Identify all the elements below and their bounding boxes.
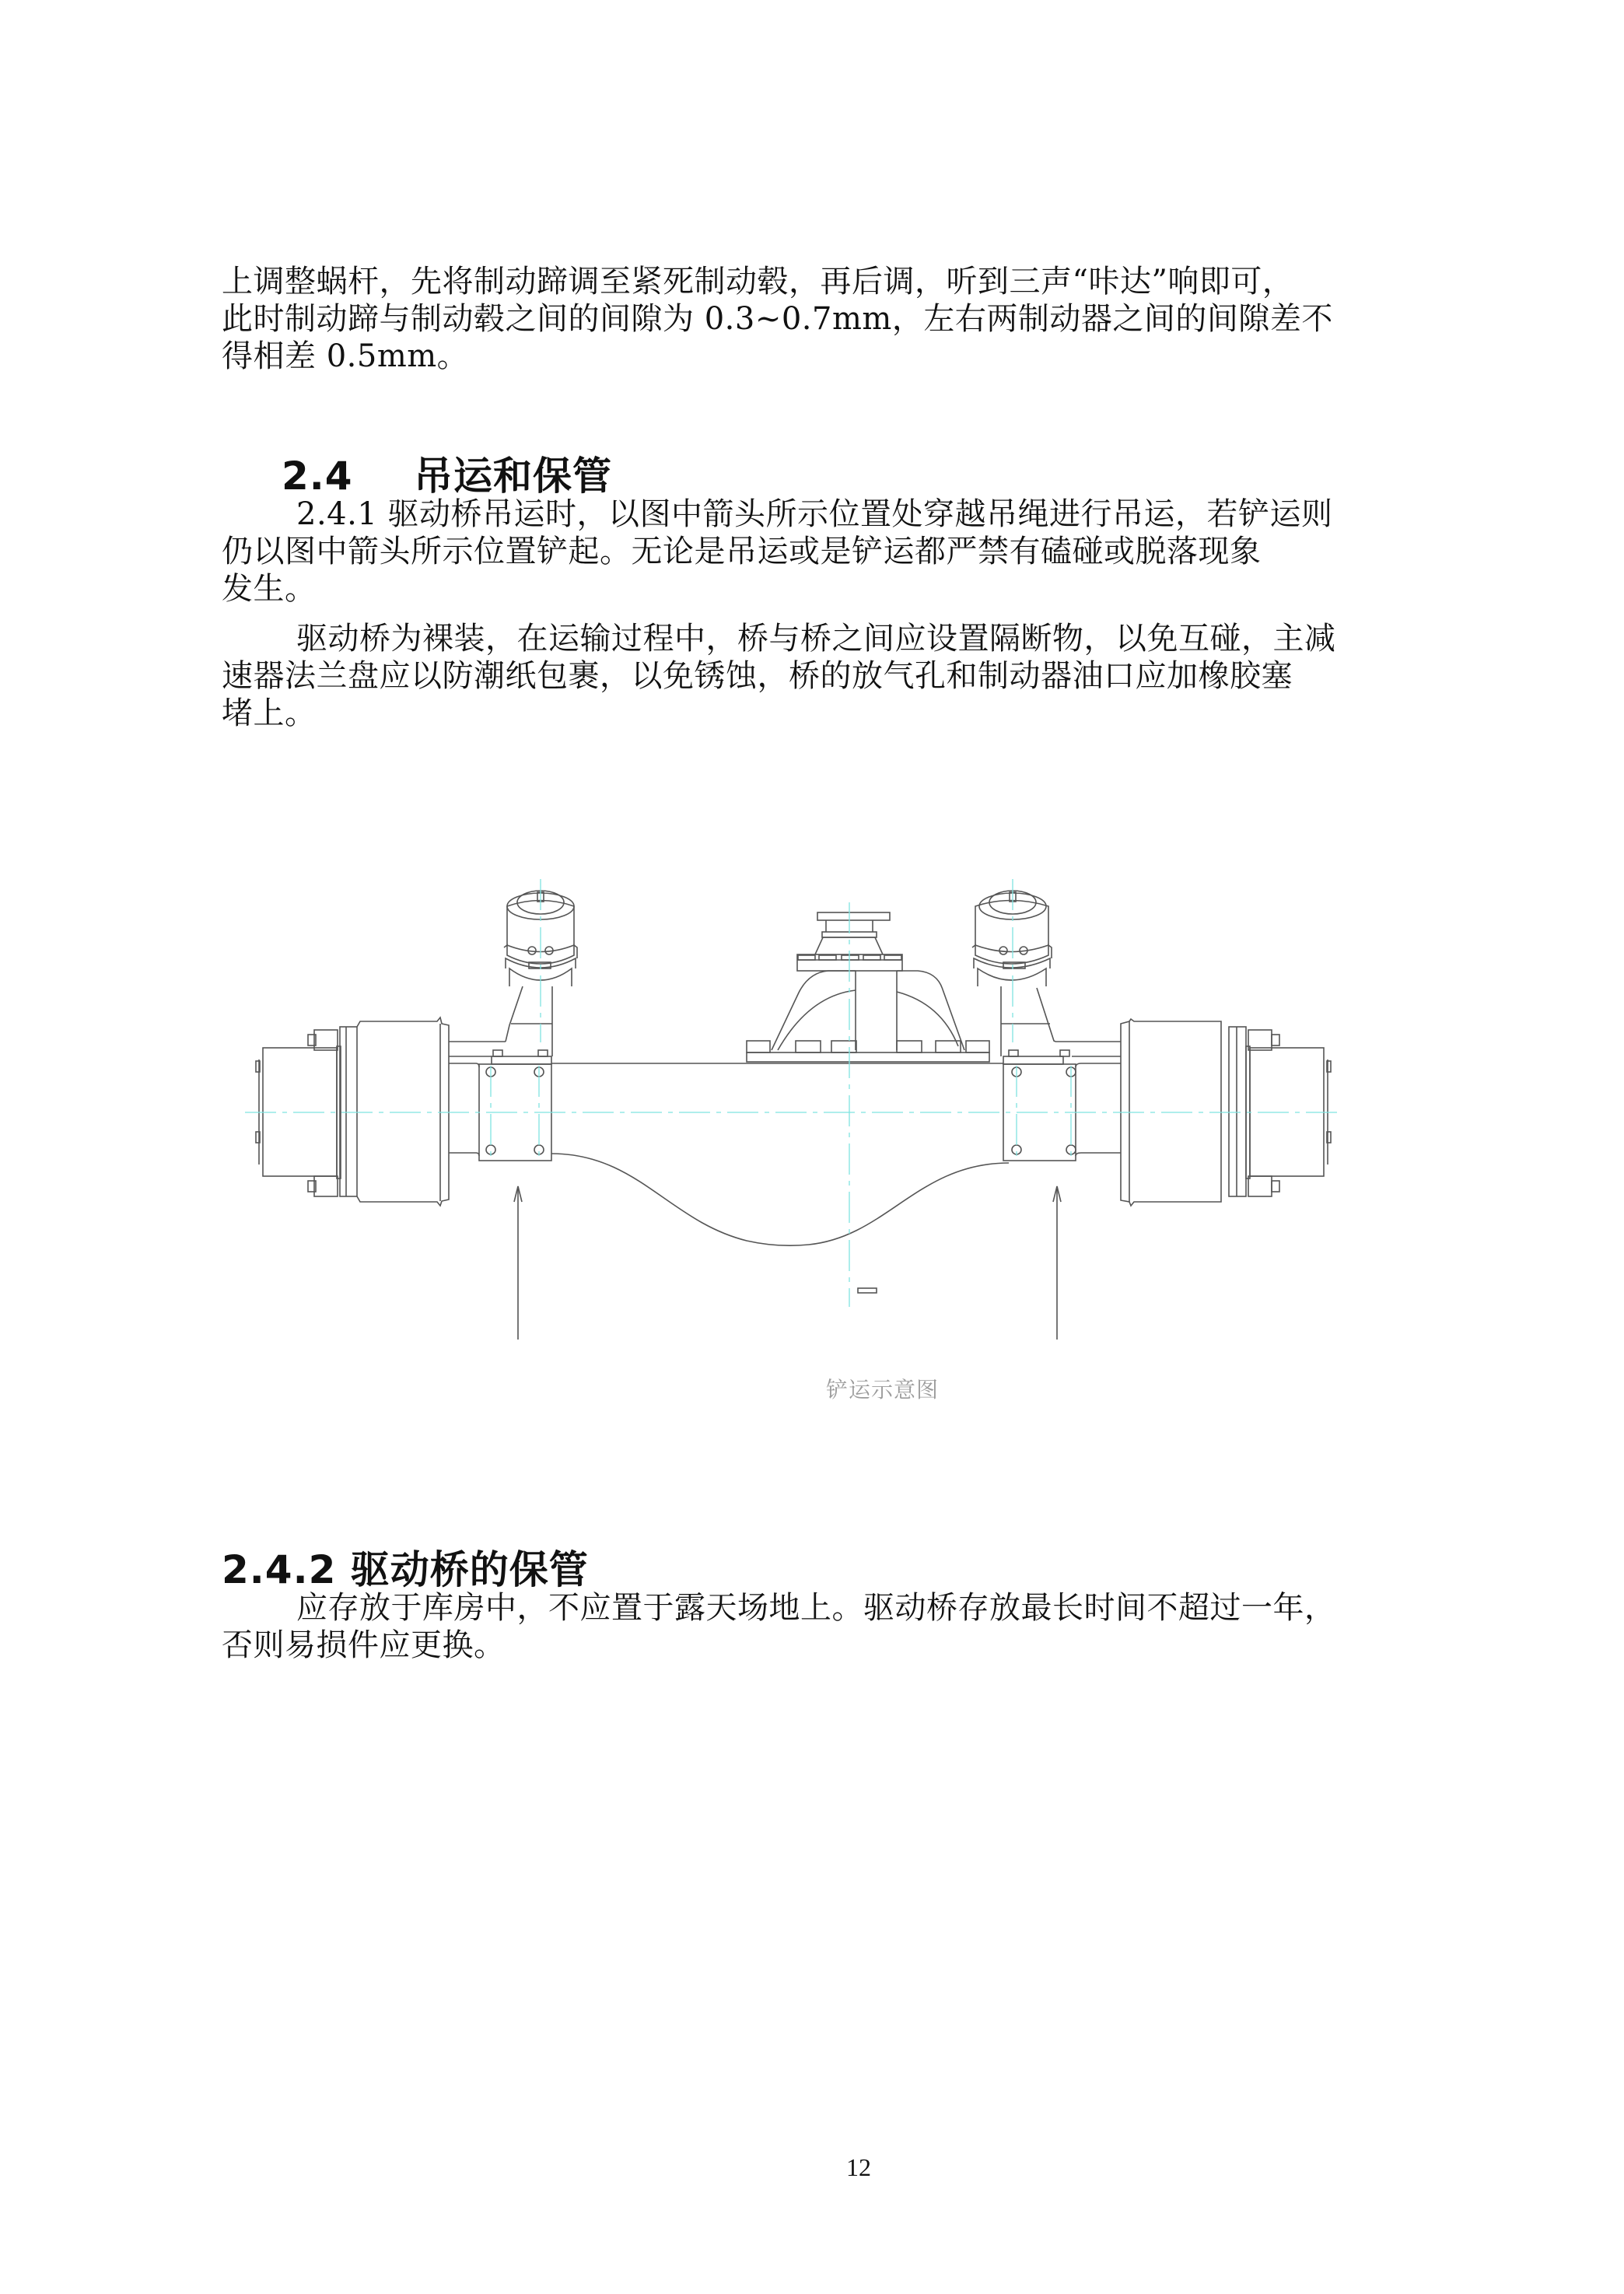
- right-lift-arrow-icon: [1053, 1186, 1061, 1340]
- section-heading-2-4-2: [222, 1539, 589, 1595]
- drive-axle-figure: [233, 871, 1478, 1447]
- text-line: 速器法兰盘应以防潮纸包裹，以免锈蚀，桥的放气孔和制动器油口应加橡胶塞: [222, 658, 1293, 694]
- text-line: 发生。: [222, 571, 317, 607]
- text-line: 否则易损件应更换。: [222, 1627, 506, 1663]
- section-heading-2-4: [282, 445, 612, 501]
- section-number: 2.4: [282, 454, 353, 499]
- drain-plug: [858, 1288, 877, 1293]
- section-title: 吊运和保管: [414, 454, 612, 499]
- text-line: 此时制动蹄与制动毂之间的间隙为 0.3~0.7mm，左右两制动器之间的间隙差不: [222, 301, 1333, 337]
- paragraph-2-4-2: [222, 1589, 1497, 1664]
- centerlines: [245, 879, 1338, 1307]
- continuation-paragraph: [222, 263, 1497, 375]
- figure-caption: 铲运示意图: [826, 1377, 940, 1403]
- text-line: 驱动桥为裸装，在运输过程中，桥与桥之间应设置隔断物，以免互碰，主减: [296, 621, 1336, 657]
- left-lift-arrow-icon: [514, 1186, 522, 1340]
- text-line: 仍以图中箭头所示位置铲起。无论是吊运或是铲运都严禁有磕碰或脱落现象: [222, 534, 1262, 569]
- page-number: 12: [846, 2153, 871, 2181]
- text-line: 2.4.1 驱动桥吊运时，以图中箭头所示位置处穿越吊绳进行吊运，若铲运则: [296, 496, 1333, 532]
- paragraph-packing: [222, 620, 1497, 732]
- text-line: 应存放于库房中，不应置于露天场地上。驱动桥存放最长时间不超过一年，: [296, 1590, 1336, 1626]
- section-number: 2.4.2: [222, 1547, 337, 1592]
- text-line: 上调整蜗杆，先将制动蹄调至紧死制动毂，再后调，听到三声“咔达”响即可，: [222, 264, 1294, 299]
- drive-axle-drawing: [233, 871, 1478, 1447]
- text-line: 得相差 0.5mm。: [222, 338, 469, 374]
- paragraph-2-4-1: [222, 496, 1497, 608]
- text-line: 堵上。: [222, 695, 317, 731]
- section-title: 驱动桥的保管: [350, 1547, 589, 1592]
